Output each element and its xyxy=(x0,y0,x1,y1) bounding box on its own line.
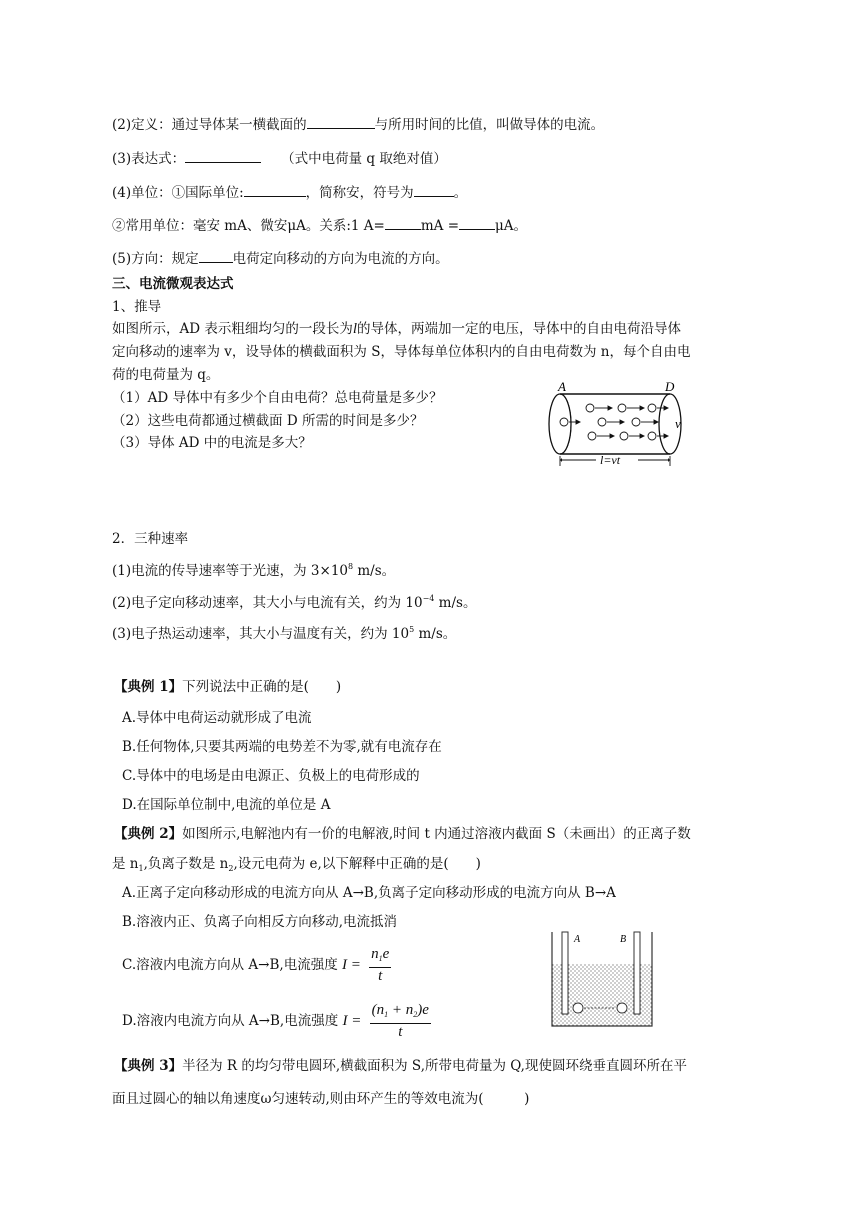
example-1-option-b[interactable]: B.任何物体,只要其两端的电势差不为零,就有电流存在 xyxy=(122,739,442,755)
paragraph-line: 荷的电荷量为 q。 xyxy=(112,367,220,383)
electrolytic-cell-figure xyxy=(548,928,656,1028)
direction-line: (5)方向：规定 电荷定向移动的方向为电流的方向。 xyxy=(112,248,449,268)
paragraph-line: 定向移动的速率为 v，设导体的横截面积为 S，导体每单位体积内的自由电荷数为 n，每个自由电 xyxy=(112,344,691,360)
current-symbol: I = xyxy=(342,957,361,973)
label-v: v xyxy=(675,416,681,431)
answer-blank[interactable] xyxy=(459,215,495,230)
question-1: （1）AD 导体中有多少个自由电荷？总电荷量是多少？ xyxy=(112,390,443,406)
fraction-d: $\frac{(n_1 + n_2)e}{t}$ xyxy=(371,1002,429,1040)
speed-3: (3)电子热运动速率，其大小与温度有关，约为 $10^5$ m/s。 xyxy=(112,625,457,642)
example-1-option-a[interactable]: A.导体中电荷运动就形成了电流 xyxy=(122,710,312,726)
speed-1: (1)电流的传导速率等于光速，为 $3\times 10^8$ m/s。 xyxy=(112,562,396,579)
speed-2: (2)电子定向移动速率，其大小与电流有关，约为 $10^{-4}$ m/s。 xyxy=(112,594,477,611)
common-unit-line: ②常用单位：毫安 mA、微安μA。关系:1 A= mA = μA。 xyxy=(112,215,527,235)
fraction-c: $\frac{n_1e}{t}$ xyxy=(371,946,390,984)
unit-line: (4)单位：①国际单位: ，简称安，符号为 。 xyxy=(112,182,467,202)
length-label: l=vt xyxy=(600,453,621,467)
example-3-stem-line-2: 面且过圆心的轴以角速度ω匀速转动,则由环产生的等效电流为( ) xyxy=(112,1091,530,1107)
electrode-b-label: B xyxy=(620,934,627,945)
example-2-option-b[interactable]: B.溶液内正、负离子向相反方向移动,电流抵消 xyxy=(122,914,398,930)
example-2-stem: 【典例 2】如图所示,电解池内有一价的电解液,时间 t 内通过溶液内截面 S（未画出）的正离子数 xyxy=(114,826,691,842)
example-3-stem: 【典例 3】半径为 R 的均匀带电圆环,横截面积为 S,所带电荷量为 Q,现使圆环绕垂直圆环所在平 xyxy=(114,1058,687,1074)
example-2-option-d[interactable]: D.溶液内电流方向从 A→B,电流强度 I = $\frac{(n_1 + n_2)e}{t}$ xyxy=(122,1002,429,1040)
subsection-title: 1、推导 xyxy=(112,299,162,315)
expression-line: (3)表达式： （式中电荷量 q 取绝对值） xyxy=(112,148,447,168)
paragraph-line: 如图所示，AD 表示粗细均匀的一段长为l的导体，两端加一定的电压，导体中的自由电荷沿导体 xyxy=(112,321,682,337)
label-d: D xyxy=(665,380,675,394)
label-a: A xyxy=(558,380,566,394)
definition-line: (2)定义：通过导体某一横截面的 与所用时间的比值，叫做导体的电流。 xyxy=(112,114,604,134)
example-2-stem-line-2: 是 $n_1$,负离子数是 $n_2$,设元电荷为 e,以下解释中正确的是( ) xyxy=(112,856,481,873)
answer-blank[interactable] xyxy=(414,182,454,197)
section-title: 三、电流微观表达式 xyxy=(112,276,234,292)
answer-blank[interactable] xyxy=(244,182,306,197)
answer-blank[interactable] xyxy=(307,114,375,129)
example-2-option-a[interactable]: A.正离子定向移动形成的电流方向从 A→B,负离子定向移动形成的电流方向从 B→A xyxy=(122,885,616,901)
example-1-option-c[interactable]: C.导体中的电场是由电源正、负极上的电荷形成的 xyxy=(122,768,420,784)
current-symbol: I = xyxy=(342,1013,362,1029)
example-2-option-c[interactable]: C.溶液内电流方向从 A→B,电流强度 I = $\frac{n_1e}{t}$ xyxy=(122,946,390,984)
example-1-stem: 【典例 1】下列说法中正确的是( ) xyxy=(114,679,342,695)
example-1-option-d[interactable]: D.在国际单位制中,电流的单位是 A xyxy=(122,797,331,813)
answer-blank[interactable] xyxy=(385,215,421,230)
speeds-title: 2．三种速率 xyxy=(112,531,189,547)
question-2: （2）这些电荷都通过横截面 D 所需的时间是多少？ xyxy=(112,413,424,429)
answer-blank[interactable] xyxy=(185,148,261,163)
electrode-a-label: A xyxy=(574,934,581,945)
question-3: （3）导体 AD 中的电流是多大？ xyxy=(112,435,312,451)
conductor-figure xyxy=(540,380,700,470)
answer-blank[interactable] xyxy=(199,248,233,263)
